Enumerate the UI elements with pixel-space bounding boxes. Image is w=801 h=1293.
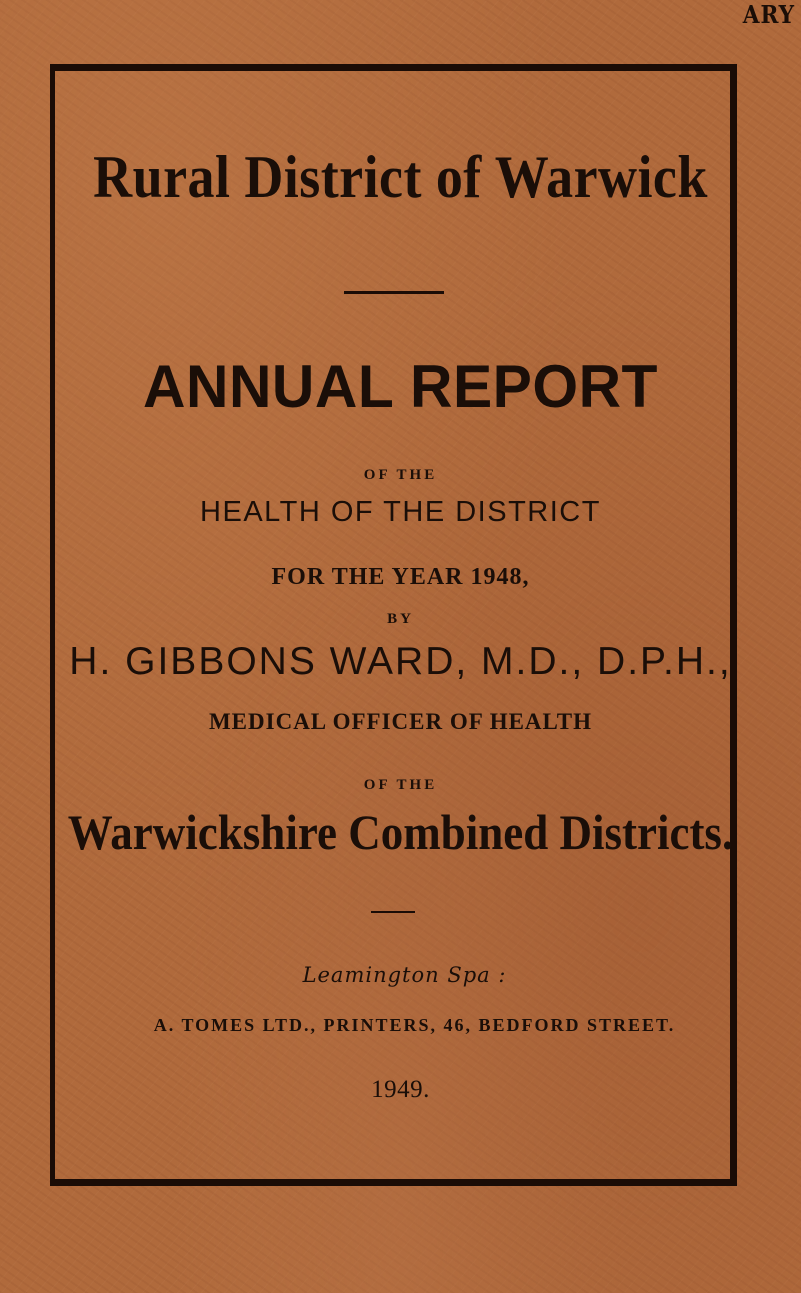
of-the-label-2: OF THE xyxy=(363,777,438,793)
title-divider xyxy=(344,291,444,294)
districts-name: Warwickshire Combined Districts. xyxy=(67,804,734,860)
cover-title: Rural District of Warwick xyxy=(93,144,708,210)
of-the-label: OF THE xyxy=(363,467,438,483)
library-stamp: ARY xyxy=(742,0,795,29)
report-subject: HEALTH OF THE DISTRICT xyxy=(200,496,601,528)
imprint-place: Leamington Spa : xyxy=(302,963,507,987)
imprint-divider xyxy=(371,911,415,913)
imprint-year: 1949. xyxy=(371,1076,430,1103)
imprint-printer: A. TOMES LTD., PRINTERS, 46, BEDFORD STREET. xyxy=(153,1015,676,1035)
report-title: ANNUAL REPORT xyxy=(143,353,658,420)
author-name: H. GIBBONS WARD, M.D., D.P.H., xyxy=(69,640,732,683)
by-label: BY xyxy=(387,611,414,627)
author-position: MEDICAL OFFICER OF HEALTH xyxy=(208,709,593,734)
report-year-line: FOR THE YEAR 1948, xyxy=(271,564,530,590)
